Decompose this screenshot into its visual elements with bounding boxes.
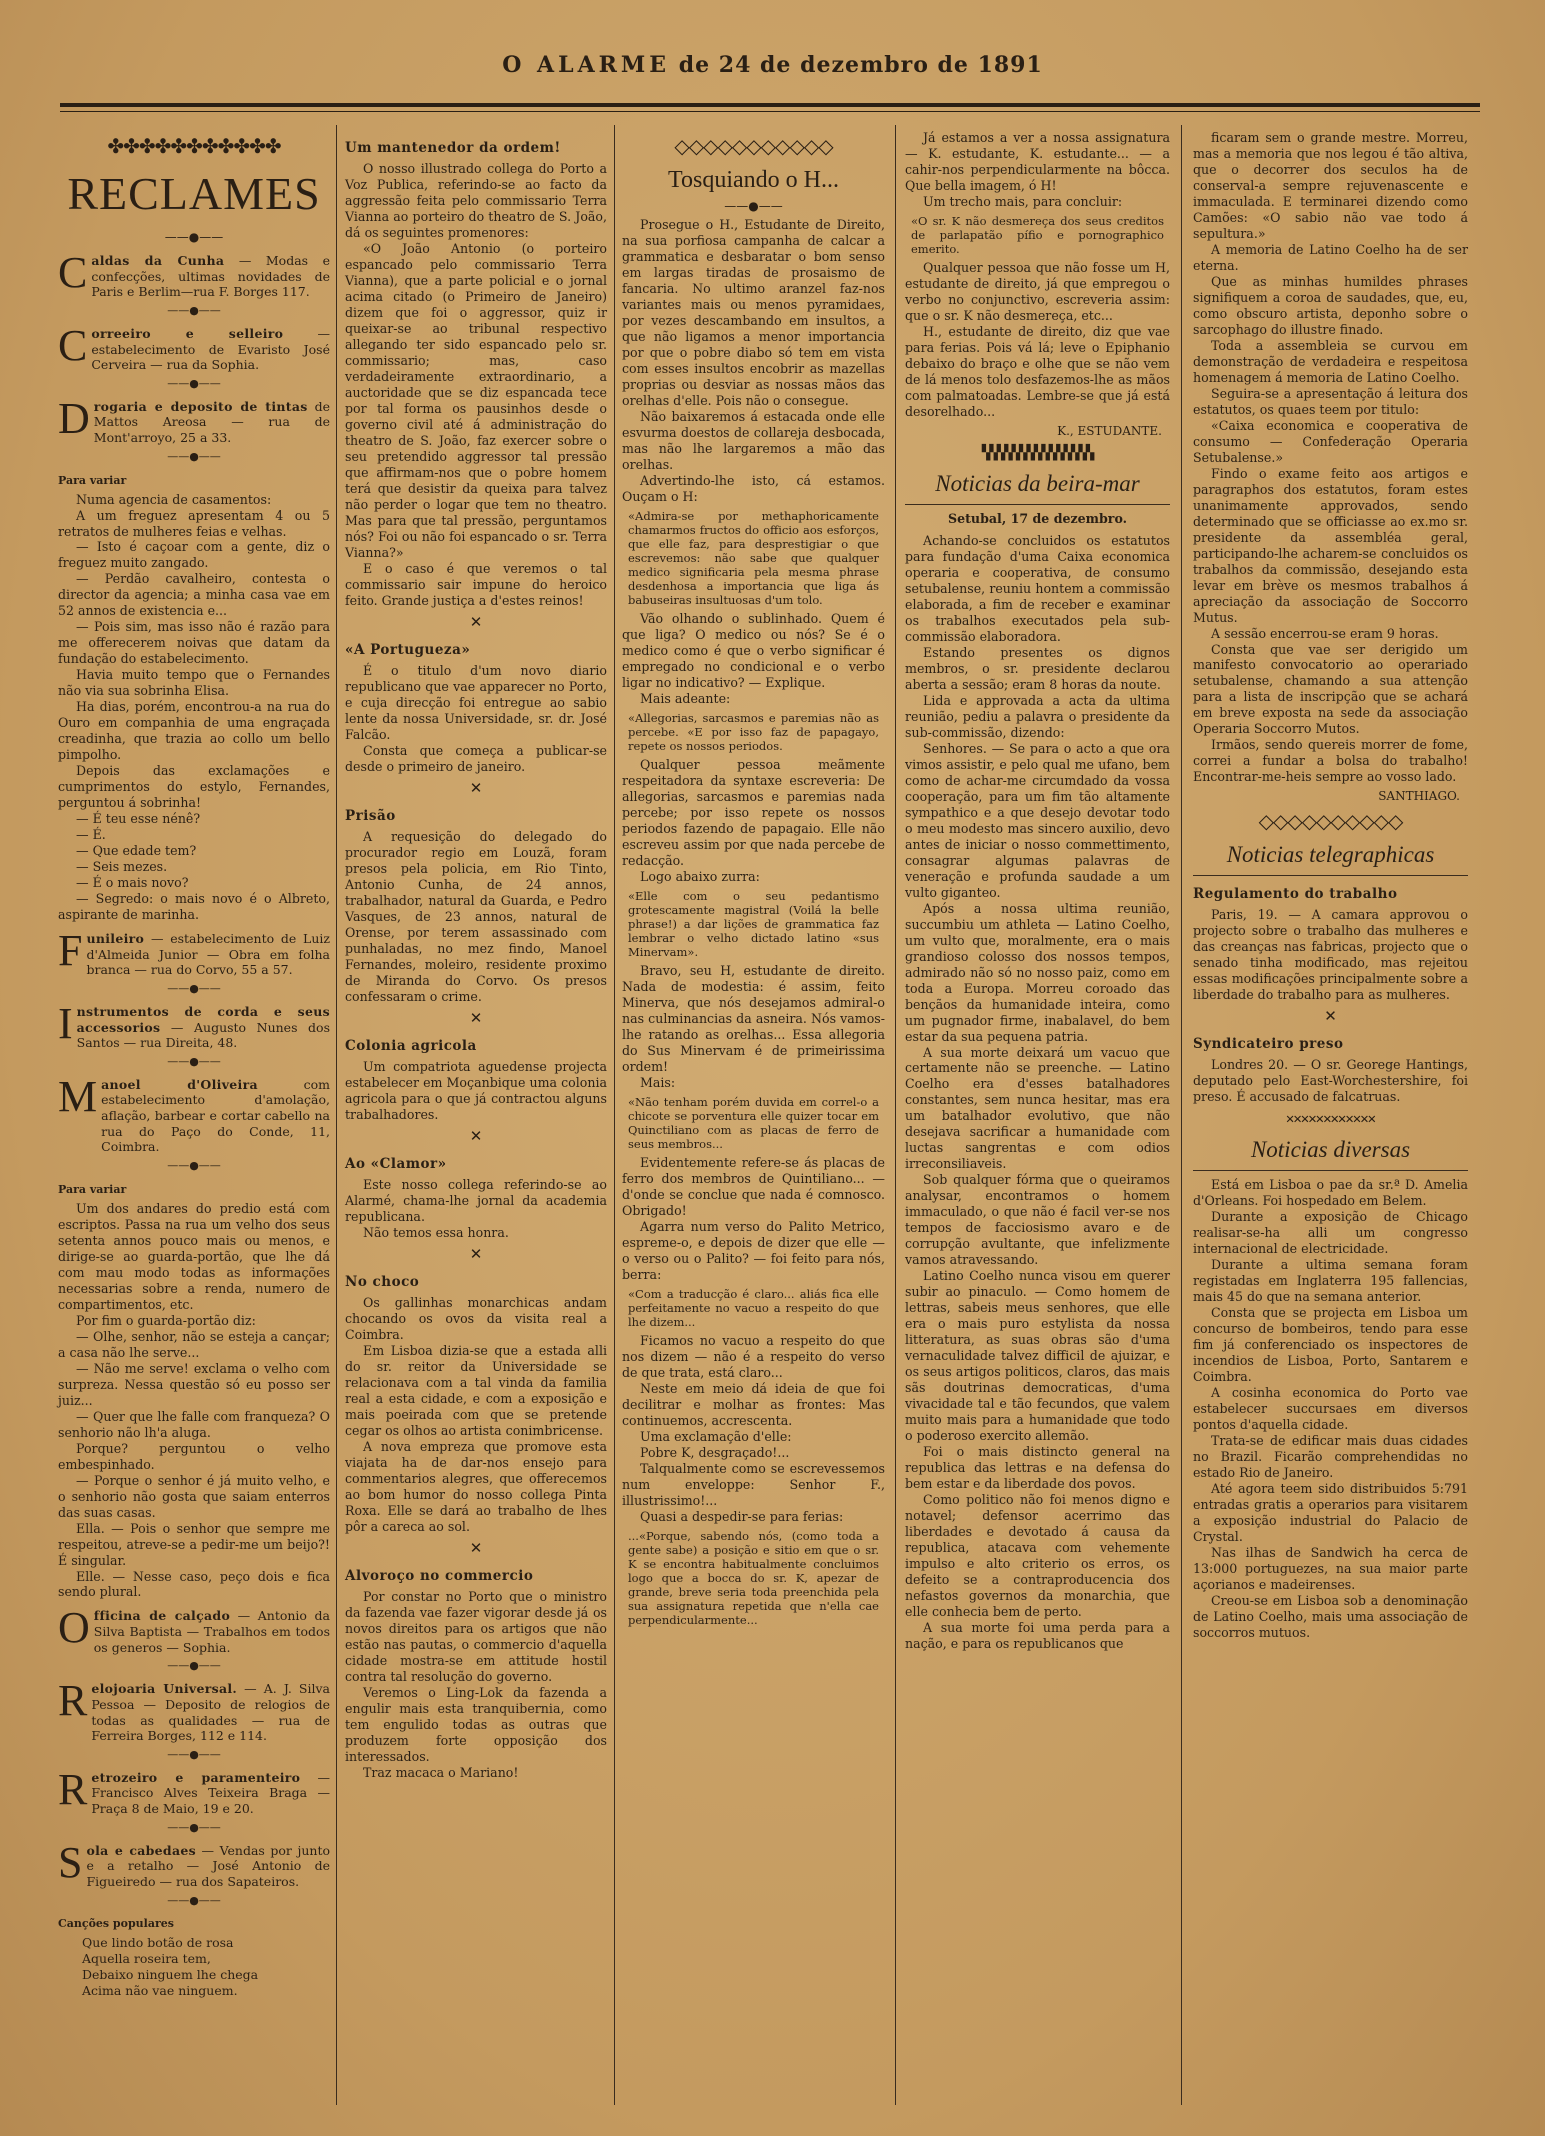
section-heading: Um mantenedor da ordem! [345,140,561,156]
paragraph: Lida e approvada a acta da ultima reunião, pediu a palavra o presidente da sub-commissão, dizendo: [905,692,1170,740]
quote: «Allegorias, sarcasmos e paremias não as percebe. «E por isso faz de papagayo, repete os nossos periodos. [628,710,879,753]
paragraph: Consta que se projecta em Lisboa um concurso de bombeiros, tendo para esse fim já conferenciado os inspectores de incendios de Lisboa, Porto, Santarem e Coimbra. [1193,1305,1468,1385]
quote: «O sr. K não desmereça dos seus creditos de parlapatão pífio e pornographico emerito. [911,213,1164,256]
column-2: Um mantenedor da ordem! O nosso illustrado collega do Porto a Voz Publica, referindo-se ao facto da aggressão feita pelo commissario Terra Vianna ao porteiro do theatro de S. João, dá os seguintes promenores: «O João Antonio (o porteiro espancado pelo commissario Terra Vianna), que a parte policial e o jornal acima citado (o Primeiro de Janeiro) dizem que foi o aggressor, quiz ir queixar-se ao tribunal respectivo allegando ter sido espancado pelo sr. commissario; mas, caso verdadeiramente extraordinario, a auctoridade que se diz espancada tece por tal forma os pausinhos desde o governo civil até á administração do theatro de S. João, faz exercer sobre o seu pretendido aggressor tal pressão que affirmam-nos que o pobre homem terá que desistir da queixa para talvez não perder o logar que tem no theatro. Mas para que tal pressão, perguntamos nós? Foi ou não foi espancado o sr. Terra Vianna?» E o caso é que veremos o tal commissario sair impune do heroico feito. Grande justiça a d'estes reinos! ✕ «A Portugueza» É o titulo d'um novo diario republicano que vae apparecer no Porto, e cuja direcção foi entregue ao sabio lente da nossa Universidade, sr. dr. José Falcão. Consta que começa a publicar-se desde o primeiro de janeiro. ✕ Prisão A requesição do delegado do procurador regio em Louzã, foram presos pela policia, em Rio Tinto, Antonio Cunha, de 24 annos, trabalhador, natural da Guarda, e Pedro Vasques, de 23 annos, natural de Orense, por terem assassinado com punhaladas, no mez findo, Manoel Fernandes, moleiro, residente proximo de Miranda do Corvo. Os presos confessaram o crime. ✕ Colonia agricola Um compatriota aguedense projecta estabelecer em Moçanbique uma colonia agricola para o que já contractou alguns trabalhadores. ✕ Ao «Clamor» Este nosso collega referindo-se ao Alarmé, chama-lhe jornal da academia republicana. Não temos essa honra. ✕ No choco Os gallinhas monarchicas andam chocando os ovos da visita real a Coimbra. Em Lisboa dizia-se que a estada alli do sr. reitor da Universidade se relacionava com a tal vinda da familia real a esta cidade, e com a exposição e mais poeirada com que se pretende cegar os olhos ao artista conimbricense. A nova empreza que promove esta viajata ha de dar-nos ensejo para commentarios alegres, que offerecemos ao bom humor do nosso collega Pinta Roxa. Elle se dará ao trabalho de lhes pôr a careca ao sol. ✕ Alvoroço no commercio Por constar no Porto que o ministro da fazenda vae fazer vigorar desde já os novos direitos para os artigos que não estão nas pautas, o commercio d'aquella cidade mostra-se em attitude hostil contra tal resolução do governo. Veremos o Ling-Lok da fazenda a engulir mais esta tranquibernia, como tem engulido todas as outras que produzem forte opposição dos interessados. Traz macaca o Mariano! [345,140,607,1781]
drop-cap: D [58,393,90,443]
paragraph: Ha dias, porém, encontrou-a na rua do Ouro em companhia de uma engraçada creadinha, que trazia ao collo um bello pimpolho. [58,699,330,763]
paragraph: Este nosso collega referindo-se ao Alarmé, chama-lhe jornal da academia republicana. [345,1177,607,1225]
quote: «Com a traducção é claro... aliás fica elle perfeitamente no vacuo a respeito do que lhe dizem... [628,1286,879,1329]
ad-name: aldas da Cunha [91,253,225,269]
paragraph: Mais adeante: [640,690,731,706]
section-title: Noticias diversas [1250,1137,1411,1163]
paragraph: Advertindo-lhe isto, cá estamos. Ouçam o H: [622,472,885,504]
paragraph: — É. [76,827,106,843]
paragraph: Achando-se concluidos os estatutos para fundação d'uma Caixa economica operaria e cooperativa, de consumo setubalense, reuniu hontem a commissão elaborada, a fim de receber e examinar os trabalhos executados pela sub-commissão elaboradora. [905,533,1170,644]
paragraph: Sob qualquer fórma que o queiramos analysar, encontramos o homem immaculado, o que não é facil ver-se nos tempos de facciosismo avaro e de corrupção avultante, que infelizmente vamos atravessando. [905,1172,1170,1268]
drop-cap: S [58,1837,83,1887]
ad-text: — A. J. Silva Pessoa — Deposito de relogios de todas as qualidades — rua de Ferreira Borges, 112 e 114. [91,1681,331,1744]
paragraph: E o caso é que veremos o tal commissario sair impune do heroico feito. Grande justiça a d'estes reinos! [345,560,607,608]
paragraph: Durante a ultima semana foram registadas em Inglaterra 195 fallencias, mais 45 do que na semana anterior. [1193,1257,1468,1305]
paragraph: Durante a exposição de Chicago realisar-se-ha alli um congresso internacional de electricidade. [1193,1209,1468,1257]
separator: ——●—— [164,229,224,244]
paragraph: «Caixa economica e cooperativa de consumo — Confederação Operaria Setubalense.» [1193,417,1468,465]
paragraph: Não baixaremos á estacada onde elle esvurma doestos de collareja desbocada, mas não lhe largaremos a mão das orelhas. [622,408,885,472]
ad-name: anoel d'Oliveira [101,1076,258,1092]
paragraph: Um trecho mais, para concluir: [923,193,1123,209]
paragraph: Evidentemente refere-se ás placas de ferro dos membros de Quintiliano... — d'onde se conclue que nada é comnosco. Obrigado! [622,1154,885,1218]
paragraph: Veremos o Ling-Lok da fazenda a engulir mais esta tranquibernia, como tem engulido todas as outras que produzem forte opposição dos interessados. [345,1685,607,1765]
paragraph: Um dos andares do predio está com escriptos. Passa na rua um velho dos seus setenta annos pouco mais ou menos, e dirige-se ao guarda-portão, que lhe dá com mau modo todas as informações necessarias sobre a renda, numero de compartimentos, etc. [58,1200,330,1312]
paragraph: A cosinha economica do Porto vae estabelecer succursaes em diversos pontos d'aquella cidade. [1193,1385,1468,1433]
paragraph: Uma exclamação d'elle: [640,1428,792,1444]
drop-cap: R [58,1764,88,1814]
ad-text: — estabelecimento de Luiz d'Almeida Junior — Obra em folha branca — rua do Corvo, 55 a 57. [86,931,330,978]
paragraph: — Não me serve! exclama o velho com surpreza. Nessa questão só eu posso ser juiz... [58,1360,330,1408]
paragraph: Consta que vae ser derigido um manifesto convocatorio ao operariado setubalense, chamando a sua attenção para a lista de inscripção que se achará em breve exposta na sede da associação Operaria Soccorro Mutos. [1193,641,1468,737]
paragraph: Talqualmente como se escrevessemos num enveloppe: Senhor F., illustrissimo!... [622,1460,885,1508]
paragraph: Até agora teem sido distribuidos 5:791 entradas gratis a operarios para visitarem a exposição industrial do Palacio de Crystal. [1193,1481,1468,1544]
para-variar-heading: Para variar [58,473,127,487]
paragraph: Os gallinhas monarchicas andam chocando os ovos da visita real a Coimbra. [345,1295,607,1343]
advertisement [58,1603,330,1655]
paragraph: Em Lisboa dizia-se que a estada alli do sr. reitor da Universidade se relacionava com a tal vinda da familia real a esta cidade, e com a exposição e mais poeirada com que se pretende cegar os olhos ao artista conimbricense. [345,1343,607,1439]
separator: ——●—— [167,1158,221,1172]
paragraph: A memoria de Latino Coelho ha de ser eterna. [1193,241,1468,273]
paragraph: Elle. — Nesse caso, peço dois e fica sendo plural. [58,1568,330,1600]
section-heading: Alvoroço no commercio [345,1568,534,1585]
column-divider [895,125,896,2105]
paragraph: Numa agencia de casamentos: [76,491,272,507]
signature: SANTHIAGO. [1378,789,1460,804]
separator: ——●—— [167,981,221,995]
paragraph: Vão olhando o sublinhado. Quem é que liga? O medico ou nós? Se é o medico como é que o verbo significar é empregado no condicional e o verbo ligar no indicativo? — Explique. [622,610,885,690]
separator: ——●—— [167,449,221,463]
ornament: ✤✤✤✤✤✤✤✤✤✤✤ [107,134,281,158]
paragraph: Latino Coelho nunca visou em querer subir ao pinaculo. — Como homem de lettras, sabeis meus senhores, que elle era o mais puro estylista da nossa litteratura, as suas obras são d'uma vernaculidade talvez difficil de ajuizar, e os seus artigos politicos, claros, das mais sãs doutrinas democraticas, d'uma vivacidade tal e tão fecundos, que valem muito mais para a humanidade que todo o poderoso exercito allemão. [905,1268,1170,1444]
column-divider [336,125,337,2105]
advertisement [58,1764,330,1817]
paragraph: Porque? perguntou o velho embespinhado. [58,1440,330,1472]
paragraph: — Segredo: o mais novo é o Albreto, aspirante de marinha. [58,891,330,923]
paragraph: Consta que começa a publicar-se desde o primeiro de janeiro. [345,742,607,774]
section-heading: Syndicateiro preso [1193,1036,1344,1053]
advertisement [58,393,330,446]
ornament: ◇◇◇◇◇◇◇◇◇◇◇ [674,134,833,158]
drop-cap: C [58,320,88,370]
paragraph: Por constar no Porto que o ministro da fazenda vae fazer vigorar desde já os novos direitos para os artigos que não estão nas pautas, o commercio d'aquella cidade mostra-se em attitude hostil contra tal resolução do governo. [345,1589,607,1685]
masthead [0,52,1545,78]
column-4 [905,130,1170,1652]
ad-text: — Francisco Alves Teixeira Braga — Praça 8 de Maio, 19 e 20. [91,1769,330,1817]
issue-date: de 24 de dezembro de 1891 [678,52,1043,78]
paragraph: Ella. — Pois o senhor que sempre me respeitou, atreve-se a pedir-me um beijo?! É singular. [58,1520,330,1568]
paragraph: Logo abaixo zurra: [640,868,760,884]
advertisement [58,1837,330,1890]
ad-name: fficina de calçado [93,1608,231,1624]
paragraph: Ficamos no vacuo a respeito do que nos dizem — não é a respeito do verso de que trata, está claro... [622,1332,885,1380]
reclames-title: RECLAMES [67,168,321,220]
masthead-rule [60,103,1480,112]
column-divider [614,125,615,2105]
paragraph: Após a nossa ultima reunião, succumbiu um athleta — Latino Coelho, um vulto que, moralmente, era o mais grandioso colosso dos nossos tempos, admirado não só no nosso paiz, como em toda a Europa. Morreu coroado das bençãos da humanidade inteira, como um pugnador firme, inabalavel, do bem estar da sua pequena patria. [905,900,1170,1044]
paragraph: Como politico não foi menos digno e notavel; defensor acerrimo das liberdades e devotado á causa da republica, atacava com vehemente impulso e alto criterio os erros, os defeito se a contraproducencia dos nefastos governos da monarchia, que elle conhecia bem de perto. [905,1492,1170,1619]
separator: ——●—— [167,1820,221,1834]
separator: ——●—— [167,1054,221,1068]
section-title: Noticias telegraphicas [1226,841,1435,867]
paragraph: Quasi a despedir-se para ferias: [640,1508,844,1524]
paragraph: Prosegue o H., Estudante de Direito, na sua porfiosa campanha de calcar a grammatica e desbaratar o bom senso em largas tiradas de prosaismo de fancaria. No ultimo aranzel faz-nos variantes mais ou menos pyramidaes, por vezes descambando em insultos, a que não ligamos a menor importancia por que o pobre diabo só tem em vista com esses insultos encobrir as mazellas proprias ou desviar as nossas mãos das orelhas d'elle. Pois não o consegue. [622,217,885,408]
paragraph: É o titulo d'um novo diario republicano que vae apparecer no Porto, e cuja direcção foi entregue ao sabio lente da nossa Universidade, sr. dr. José Falcão. [345,662,607,742]
paragraph: Já estamos a ver a nossa assignatura — K. estudante, K. estudante... — a cahir-nos perpendicularmente na bôcca. Que bella imagem, ó H! [905,130,1170,193]
drop-cap: M [58,1071,98,1121]
verse [82,1935,306,1999]
paragraph: A sua morte foi uma perda para a nação, e para os republicanos que [905,1619,1170,1651]
verse-line: Debaixo ninguem lhe chega [82,1967,259,1983]
paragraph: Toda a assembleia se curvou em demonstração de verdadeira e respeitosa homenagem á memoria de Latino Coelho. [1193,337,1468,385]
paragraph: Pobre K, desgraçado!... [640,1444,790,1460]
column-1 [58,130,330,2003]
paragraph: — Que edade tem? [76,843,197,859]
paragraph: Que as minhas humildes phrases signifiquem a coroa de saudades, que, eu, como obscuro artista, deponho sobre o sarcophago do illustre finado. [1193,273,1468,337]
paragraph: Trata-se de edificar mais duas cidades no Brazil. Ficarão comprehendidas no estado Rio de Janeiro. [1193,1433,1468,1481]
ad-text: — Modas e confecções, ultimas novidades de Paris e Berlim—rua F. Borges 117. [91,253,330,300]
paragraph: ficaram sem o grande mestre. Morreu, mas a memoria que nos legou é tão altiva, que o decorrer dos seculos ha de conserval-a sempre rejuvenascente e immaculada. E terminarei dizendo como Camões: «O sabio não vae todo á sepultura.» [1193,130,1468,241]
section-heading: No choco [345,1274,420,1291]
cancoes-heading: Canções populares [58,1917,174,1931]
paragraph: — É o mais novo? [76,875,189,891]
paragraph: Nas ilhas de Sandwich ha cerca de 13:000 portuguezes, na sua maior parte açorianos e madeirenses. [1193,1544,1468,1592]
paragraph: Agarra num verso do Palito Metrico, espreme-o, e depois de dizer que elle — o verso ou o Palito? — foi feito para nós, berra: [622,1218,885,1282]
paragraph: Seguira-se a apresentação á leitura dos estatutos, os quaes teem por titulo: [1193,385,1468,417]
paragraph: A sua morte deixará um vacuo que certamente não se preenche. — Latino Coelho era d'esses batalhadores constantes, sem nunca hesitar, mas era um batalhador evolutivo, que não desejava sacrificar a humanidade com luctas sangrentas e com odios irreconsiliaveis. [905,1044,1170,1172]
paragraph: — Perdão cavalheiro, contesta o director da agencia; a minha casa vae em 52 annos de existencia e... [58,571,330,619]
section-heading: «A Portugueza» [345,641,471,658]
drop-cap: R [58,1676,88,1726]
paragraph: Foi o mais distincto general na republica das lettras e na defensa do bem estar e da liberdade dos povos. [905,1444,1170,1492]
ad-name: elojoaria Universal. [91,1681,238,1697]
paragraph: — Olhe, senhor, não se esteja a cançar; a casa não lhe serve... [58,1328,330,1360]
article-title: Tosquiando o H... [668,167,839,194]
paragraph: A nova empreza que promove esta viajata ha de dar-nos ensejo para commentarios alegres, que offerecemos ao bom humor do nosso collega Pinta Roxa. Elle se dará ao trabalho de lhes pôr a careca ao sol. [345,1439,607,1535]
section-heading: Ao «Clamor» [345,1155,447,1172]
paragraph: Traz macaca o Mariano! [363,1765,519,1781]
paragraph: Senhores. — Se para o acto a que ora vimos assistir, e pelo qual me ufano, bem como de achar-me circumdado da vossa cooperação, para um fim tão altamente sympathico e a que desejo devotar todo o meu modesto mas sincero auxilio, devo antes de iniciar o nosso commettimento, consagrar algumas palavras de veneração e profunda saudade a um vulto giganteo. [905,740,1170,900]
ad-name: orreeiro e selleiro [91,325,284,341]
verse-line: Que lindo botão de rosa [82,1935,234,1951]
drop-cap: O [58,1603,90,1653]
quote: ...«Porque, sabendo nós, (como toda a gente sabe) a posição e sitio em que o sr. K se encontra habitualmente concluimos logo que a bocca do sr. K, apezar de grande, breve seria toda preenchida pela sua assignatura repetida que n'ella cae perpendicularmente... [628,1528,879,1627]
quote: «Admira-se por methaphoricamente chamarmos fructos do officio aos esforços, que elle faz, para desprestigiar o que escrevemos: não sabe que qualquer medico significaria pela mesma phrase desdenhosa a importancia que liga ás babuseiras insultuosas d'um tolo. [628,508,879,607]
ad-text: com estabelecimento d'amolação, aflação, barbear e cortar cabello na rua do Paço do Conde, 11, Coimbra. [101,1076,330,1155]
ad-text: — estabelecimento de Evaristo José Cerveira — rua da Sophia. [91,325,330,373]
advertisement [58,998,330,1051]
paragraph: Por fim o guarda-portão diz: [76,1312,256,1328]
paragraph: Bravo, seu H, estudante de direito. Nada de modestia: é assim, feito Minerva, que nós desejamos admiral-o nas culminancias da asneira. Nós vamos-lhe ratando as orelhas... Essa allegoria do Sus Minervam é de primeirissima ordem! [622,962,885,1074]
drop-cap: F [58,926,83,976]
advertisement [58,320,330,373]
paragraph: O nosso illustrado collega do Porto a Voz Publica, referindo-se ao facto da aggressão feita pelo commissario Terra Vianna ao porteiro do theatro de S. João, dá os seguintes promenores: [345,161,607,241]
paragraph: Mais: [640,1074,676,1090]
paragraph: Londres 20. — O sr. Georege Hantings, deputado pelo East-Worchestershire, foi preso. É accusado de falcatruas. [1193,1057,1468,1105]
ad-name: nstrumentos de corda e seus accessorios [76,1003,330,1035]
separator: ——●—— [167,1747,221,1761]
advertisement [58,1676,331,1744]
paragraph: Qualquer pessoa meãmente respeitadora da syntaxe escreveria: De allegorias, sarcasmos e paremias nada percebe; por isso repete os nossos periodos fazendo de papagaio. Elle não escreveu assim por que nada percebe de redacção. [622,756,885,868]
section-heading: Colonia agricola [345,1037,477,1054]
ad-name: unileiro [86,931,145,947]
paragraph: «O João Antonio (o porteiro espancado pelo commissario Terra Vianna), que a parte policial e o jornal acima citado (o Primeiro de Janeiro) dizem que foi o aggressor, quiz ir queixar-se ao tribunal respectivo allegando ter sido espancado pelo sr. commissario; mas, caso verdadeiramente extraordinario, a auctoridade que se diz espancada tece por tal forma os pausinhos desde o governo civil até á administração do theatro de S. João, faz exercer sobre o seu pretendido aggressor tal pressão que affirmam-nos que o pobre homem terá que desistir da queixa para talvez não perder o logar que tem no theatro. Mas para que tal pressão, perguntamos nós? Foi ou não foi espancado o sr. Terra Vianna?» [345,241,607,560]
ad-name: etrozeiro e paramenteiro [91,1769,301,1785]
quote: «Elle com o seu pedantismo grotescamente magistral (Voilá la belle phrase!) a dar lições de grammatica faz lembrar o velho dictado latino «sus Minervam». [628,888,879,959]
column-3: ◇◇◇◇◇◇◇◇◇◇◇ Tosquiando o H... ——●—— Prosegue o H., Estudante de Direito, na sua porfiosa campanha de calcar a grammatica e desbaratar o bom senso em largas tiradas de prosaismo de fancaria. No ultimo aranzel faz-nos variantes mais ou menos pyramidaes, por vezes descambando em insultos, a que não ligamos a menor importancia por que o pobre diabo só tem em vista com esses insultos encobrir as mazellas proprias ou desviar as nossas mãos das orelhas d'elle. Pois não o consegue. Não baixaremos á estacada onde elle esvurma doestos de collareja desbocada, mas não lhe largaremos a mão das orelhas. Advertindo-lhe isto, cá estamos. Ouçam o H: «Admira-se por methaphoricamente chamarmos fructos do officio aos esforços, que elle faz, para desprestigiar o que escrevemos: não sabe que qualquer medico significaria pela mesma phrase desdenhosa a importancia que liga ás babuseiras insultuosas d'um tolo. Vão olhando o sublinhado. Quem é que liga? O medico ou nós? Se é o medico como é que o verbo significar é empregado no condicional e o verbo ligar no indicativo? — Explique. Mais adeante: «Allegorias, sarcasmos e paremias não as percebe. «E por isso faz de papagayo, repete os nossos periodos. Qualquer pessoa meãmente respeitadora da syntaxe escreveria: De allegorias, sarcasmos e paremias nada percebe; por isso repete os nossos periodos fazendo de papagaio. Elle não escreveu assim por que nada percebe de redacção. Logo abaixo zurra: «Elle com o seu pedantismo grotescamente magistral (Voilá la belle phrase!) a dar lições de grammatica faz lembrar o velho dictado latino «sus Minervam». Bravo, seu H, estudante de direito. Nada de modestia: é assim, feito Minerva, que nós desejamos admiral-o nas culminancias da asneira. Nós vamos-lhe ratando as orelhas... Essa allegoria do Sus Minervam é de primeirissima ordem! Mais: «Não tenham porém duvida em correl-o a chicote se porventura elle quizer tocar em Quinctiliano com as placas de ferro de seus membros... Evidentemente refere-se ás placas de ferro dos membros de Quintiliano... — d'onde se conclue que nada é comnosco. Obrigado! Agarra num verso do Palito Metrico, espreme-o, e depois de dizer que elle — o verso ou o Palito? — foi feito para nós, berra: «Com a traducção é claro... aliás fica elle perfeitamente no vacuo a respeito do que lhe dizem... Ficamos no vacuo a respeito do que nos dizem — não é a respeito do verso de que trata, está claro... Neste em meio dá ideia de que foi decilitrar e molhar as frontes: Mas continuemos, accrescenta. Uma exclamação d'elle: Pobre K, desgraçado!... Talqualmente como se escrevessemos num enveloppe: Senhor F., illustrissimo!... Quasi a despedir-se para ferias: ...«Porque, sabendo nós, (como toda a gente sabe) a posição e sitio em que o sr. K se encontra habitualmente concluimos logo que a bocca do sr. K, apezar de grande, breve seria toda preenchida pela sua assignatura repetida que n'ella cae perpendicularmente... [622,134,885,1627]
newspaper-name: O ALARME [502,52,671,78]
paragraph: — Porque o senhor é já muito velho, e o senhorio não gosta que saiam enterros das suas casas. [58,1472,330,1520]
ornament: ◇◇◇◇◇◇◇◇◇◇ [1258,808,1403,833]
paragraph: Não temos essa honra. [363,1225,509,1241]
paragraph: A um freguez apresentam 4 ou 5 retratos de mulheres feias e velhas. [58,507,330,539]
ornament-band: ✕✕✕✕✕✕✕✕✕✕✕✕ [1285,1111,1376,1128]
paragraph: Depois das exclamações e cumprimentos do estylo, Fernandes, perguntou á sobrinha! [58,763,330,811]
separator: ——●—— [167,303,221,317]
paragraph: — Seis mezes. [76,859,168,875]
separator: ——●—— [167,1893,221,1907]
ad-name: ola e cabedaes [86,1842,196,1858]
paragraph: A requesição do delegado do procurador regio em Louzã, foram presos pela policia, em Rio Tinto, Antonio Cunha, de 24 annos, trabalhador, natural da Guarda, e Pedro Vasques, de 23 annos, natural de Orense, por terem assassinado com punhaladas, no mez findo, Manoel Fernandes, moleiro, residente proximo de Miranda do Corvo. Os presos confessaram o crime. [345,828,607,1004]
column-divider [1181,125,1182,2105]
advertisement [58,248,330,300]
section-heading: Prisão [345,807,396,824]
paragraph: H., estudante de direito, diz que vae para ferias. Pois vá lá; leve o Epiphanio debaixo do braço e olhe que se não vem de lá menos tolo desfazemos-lhe as mãos com palmatoadas. Lembre-se que já está desorelhado... [905,323,1170,419]
ad-text: — Vendas por junto e a retalho — José Antonio de Figueiredo — rua dos Sapateiros. [86,1842,330,1889]
ad-text: de Mattos Areosa — rua de Mont'arroyo, 25 a 33. [93,398,330,445]
separator: ——●—— [167,1659,221,1673]
ad-text: — Augusto Nunes dos Santos — rua Direita, 48. [76,1019,330,1051]
ad-text: — Antonio da Silva Baptista — Trabalhos em todos os generos — Sophia. [93,1608,330,1655]
verse-line: Acima não vae ninguem. [82,1983,238,1999]
signature: K., ESTUDANTE. [1057,423,1162,438]
ad-name: rogaria e deposito de tintas [93,398,308,414]
advertisement [58,1071,330,1155]
paragraph: Qualquer pessoa que não fosse um H, estudante de direito, já que empregou o verbo no conjunctivo, escreveria assim: que o sr. K não desmereça, etc... [905,259,1170,323]
verse-line: Aquella roseira tem, [82,1951,211,1967]
paragraph: — Pois sim, mas isso não é razão para me offerecerem noivas que datam da fundação do estabelecimento. [58,619,330,667]
paragraph: Paris, 19. — A camara approvou o projecto sobre o trabalho das mulheres e das creanças nas fabricas, projecto que o senado tinha modificado, mas rejeitou essas modificações principalmente sobre a liberdade do trabalho para as mulheres. [1193,907,1468,1003]
section-title: Noticias da beira-mar [935,470,1140,496]
drop-cap: C [58,248,88,298]
paragraph: A sessão encerrou-se eram 9 horas. [1211,625,1439,641]
paragraph: Irmãos, sendo quereis morrer de fome, correi a fundar a bolsa do trabalho! Encontrar-me-heis sempre ao vosso lado. [1193,737,1468,785]
dateline: Setubal, 17 de dezembro. [947,511,1128,527]
paragraph: Creou-se em Lisboa sob a denominação de Latino Coelho, mais uma associação de soccorros mutuos. [1193,1592,1468,1640]
paragraph: Um compatriota aguedense projecta estabelecer em Moçanbique uma colonia agricola para o que já contractou alguns trabalhadores. [345,1058,607,1122]
paragraph: — Isto é caçoar com a gente, diz o freguez muito zangado. [58,539,330,571]
paragraph: Findo o exame feito aos artigos e paragraphos dos estatutos, foram estes unanimamente approvados, sendo determinado que se officiasse ao ex.mo sr. presidente da assembléa geral, participando-lhe acharem-se concluidos os trabalhos da commissão, desejando esta levar em brève os mesmos trabalhos á apreciação da associação de Soccorro Mutus. [1193,465,1468,625]
ornament-band: ▚▚▚▚▚▚▚▚▚▚▚▚▚▚▚ [981,445,1094,462]
drop-cap: I [58,998,73,1048]
paragraph: — É teu esse nénê? [76,811,201,827]
quote: «Não tenham porém duvida em correl-o a chicote se porventura elle quizer tocar em Quinctiliano com as placas de ferro de seus membros... [628,1094,879,1151]
section-heading: Regulamento do trabalho [1193,886,1398,903]
paragraph: Está em Lisboa o pae da sr.ª D. Amelia d'Orleans. Foi hospedado em Belem. [1193,1177,1468,1209]
advertisement [58,926,330,978]
paragraph: Estando presentes os dignos membros, o sr. presidente declarou aberta a sessão; eram 8 horas da noute. [905,644,1170,692]
paragraph: — Quer que lhe falle com franqueza? O senhorio não lh'a aluga. [58,1408,330,1440]
paragraph: Neste em meio dá ideia de que foi decilitrar e molhar as frontes: Mas continuemos, accrescenta. [622,1380,885,1428]
column-5: ficaram sem o grande mestre. Morreu, mas a memoria que nos legou é tão altiva, que o decorrer dos seculos ha de conserval-a sempre rejuvenascente e immaculada. E terminarei dizendo como Camões: «O sabio não vae todo á sepultura.» A memoria de Latino Coelho ha de ser eterna. Que as minhas humildes phrases signifiquem a coroa de saudades, que, eu, como obscuro artista, deponho sobre o sarcophago do illustre finado. Toda a assembleia se curvou em demonstração de verdadeira e respeitosa homenagem á memoria de Latino Coelho. Seguira-se a apresentação á leitura dos estatutos, os quaes teem por titulo: «Caixa economica e cooperativa de consumo — Confederação Operaria Setubalense.» Findo o exame feito aos artigos e paragraphos dos estatutos, foram estes unanimamente approvados, sendo determinado que se officiasse ao ex.mo sr. presidente da assembléa geral, participando-lhe acharem-se concluidos os trabalhos da commissão, desejando esta levar em brève os mesmos trabalhos á apreciação da associação de Soccorro Mutus. A sessão encerrou-se eram 9 horas. Consta que vae ser derigido um manifesto convocatorio ao operariado setubalense, chamando a sua attenção para a lista de inscripção que se achará em breve exposta na sede da associação Operaria Soccorro Mutos. Irmãos, sendo quereis morrer de fome, correi a fundar a bolsa do trabalho! Encontrar-me-heis sempre ao vosso lado. SANTHIAGO. ◇◇◇◇◇◇◇◇◇◇ Noticias telegraphicas Regulamento do trabalho Paris, 19. — A camara approvou o projecto sobre o trabalho das mulheres e das creanças nas fabricas, projecto que o senado tinha modificado, mas rejeitou essas modificações principalmente sobre a liberdade do trabalho para as mulheres. ✕ Syndicateiro preso Londres 20. — O sr. Georege Hantings, deputado pelo East-Worchestershire, foi preso. É accusado de falcatruas. ✕✕✕✕✕✕✕✕✕✕✕✕ Noticias diversas Está em Lisboa o pae da sr.ª D. Amelia d'Orleans. Foi hospedado em Belem. Durante a exposição de Chicago realisar-se-ha alli um congresso internacional de electricidade. Durante a ultima semana foram registadas em Inglaterra 195 fallencias, mais 45 do que na semana anterior. Consta que se projecta em Lisboa um concurso de bombeiros, tendo para esse fim já conferenciado os inspectores de incendios de Lisboa, Porto, Santarem e Coimbra. A cosinha economica do Porto vae estabelecer succursaes em diversos pontos d'aquella cidade. Trata-se de edificar mais duas cidades no Brazil. Ficarão comprehendidas no estado Rio de Janeiro. Até agora teem sido distribuidos 5:791 entradas gratis a operarios para visitarem a exposição industrial do Palacio de Crystal. Nas ilhas de Sandwich ha cerca de 13:000 portuguezes, na sua maior parte açorianos e madeirenses. Creou-se em Lisboa sob a denominação de Latino Coelho, mais uma associação de soccorros mutuos. [1193,130,1468,1640]
para-variar-heading: Para variar [58,1182,127,1196]
separator: ——●—— [167,376,221,390]
paragraph: Havia muito tempo que o Fernandes não via sua sobrinha Elisa. [58,667,330,699]
